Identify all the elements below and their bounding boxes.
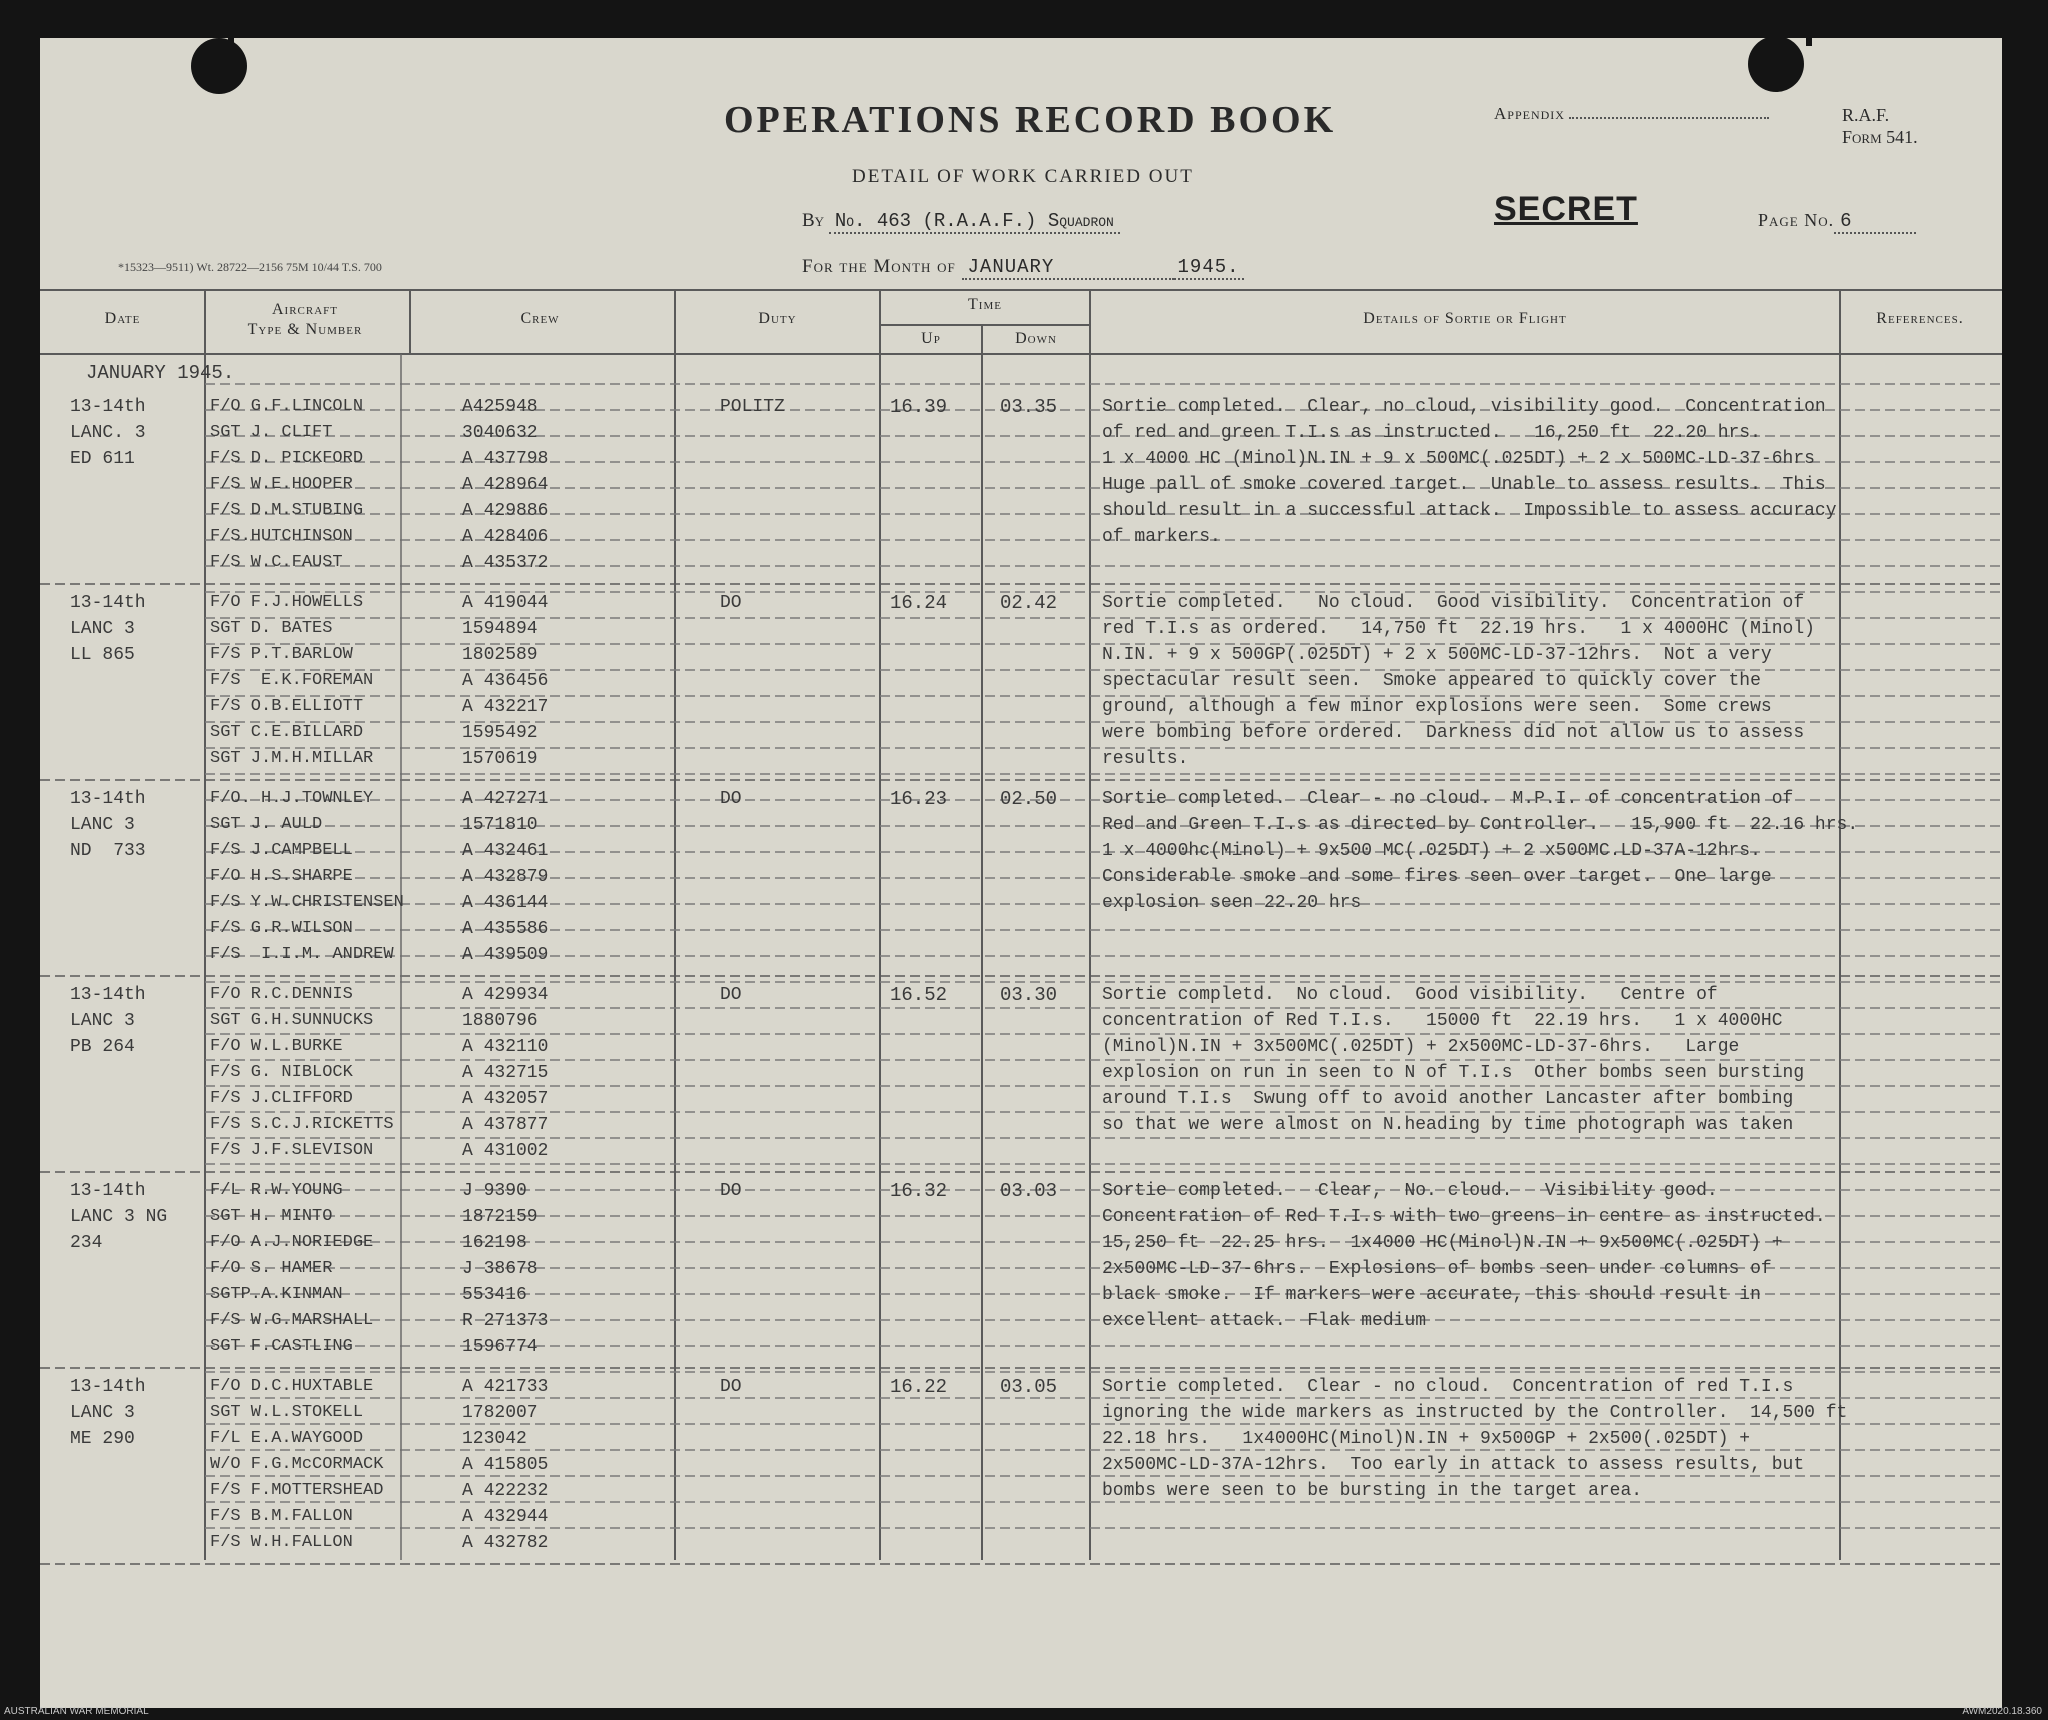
month-label: For the Month of	[802, 256, 956, 277]
crew-name: F/L E.A.WAYGOOD	[210, 1429, 364, 1448]
sortie-date-line: ND 733	[70, 841, 146, 861]
crew-name: W/O F.G.McCORMACK	[210, 1455, 384, 1474]
crew-service-number: A 419044	[462, 593, 549, 613]
column-header-duty: Duty	[758, 310, 797, 327]
sortie-duty: DO	[720, 985, 742, 1005]
crew-service-number: A 432879	[462, 867, 549, 887]
binder-hole-right	[1748, 36, 1804, 92]
footer-accession-number: AWM2020.18.360	[1962, 1706, 2042, 1717]
by-label: By	[802, 210, 825, 231]
crew-name: F/S P.T.BARLOW	[210, 645, 353, 664]
crew-name: SGT C.E.BILLARD	[210, 723, 364, 742]
sortie-detail-line: N.IN. + 9 x 500GP(.025DT) + 2 x 500MC-LD-37-12hrs. Not a very	[1102, 645, 1772, 665]
crew-name: F/S G.R.WILSON	[210, 919, 353, 938]
sortie-time-up: 16.22	[890, 1376, 948, 1398]
month-field	[802, 256, 1244, 280]
sortie-detail-line: bombs were seen to be bursting in the target area.	[1102, 1481, 1643, 1501]
crew-service-number: A 428406	[462, 527, 549, 547]
sortie-date-line: LANC 3	[70, 1011, 135, 1031]
sortie-duty: DO	[720, 789, 742, 809]
sortie-detail-line: Considerable smoke and some fires seen over target. One large	[1102, 867, 1772, 887]
column-header-time: Time	[968, 296, 1002, 313]
sortie-date-line: PB 264	[70, 1037, 135, 1057]
sortie-detail-line: so that we were almost on N.heading by time photograph was taken	[1102, 1115, 1794, 1135]
sortie-detail-line: Sortie completed. Clear - no cloud. Concentration of red T.I.s	[1102, 1377, 1794, 1397]
crew-name: F/O W.L.BURKE	[210, 1037, 343, 1056]
column-header-date: Date	[104, 310, 141, 327]
crew-name: F/S J.CAMPBELL	[210, 841, 353, 860]
sortie-detail-line: Huge pall of smoke covered target. Unable to assess results. This	[1102, 475, 1826, 495]
sortie-duty: POLITZ	[720, 397, 785, 417]
crew-service-number: 3040632	[462, 423, 538, 443]
print-reference: *15323—9511) Wt. 28722—2156 75M 10/44 T.S. 700	[118, 260, 382, 274]
sortie-detail-line: explosion on run in seen to N of T.I.s Other bombs seen bursting	[1102, 1063, 1805, 1083]
squadron-field	[802, 210, 1120, 232]
crew-service-number: A 432715	[462, 1063, 549, 1083]
crew-name: F/S I.I.M. ANDREW	[210, 945, 394, 964]
crew-name: F/S O.B.ELLIOTT	[210, 697, 364, 716]
sortie-date-line: LANC 3	[70, 815, 135, 835]
page-label: Page No.	[1758, 210, 1835, 230]
crew-name: F/S F.MOTTERSHEAD	[210, 1481, 384, 1500]
crew-name: SGT F.CASTLING	[210, 1337, 353, 1356]
crew-service-number: A 435586	[462, 919, 549, 939]
crew-name: F/S W.C.FAUST	[210, 553, 343, 572]
crew-name: SGTP.A.KINMAN	[210, 1285, 343, 1304]
sortie-date-line: 13-14th	[70, 1181, 146, 1201]
crew-name: SGT G.H.SUNNUCKS	[210, 1011, 374, 1030]
sortie-detail-line: spectacular result seen. Smoke appeared to quickly cover the	[1102, 671, 1761, 691]
sortie-time-down: 03.35	[1000, 396, 1058, 418]
crew-name: F/S G. NIBLOCK	[210, 1063, 353, 1082]
sortie-detail-line: concentration of Red T.I.s. 15000 ft 22.19 hrs. 1 x 4000HC	[1102, 1011, 1783, 1031]
crew-service-number: A 432217	[462, 697, 549, 717]
sortie-detail-line: Sortie completed. Clear, No. cloud. Visibility good.	[1102, 1181, 1718, 1201]
sortie-date-line: LANC. 3	[70, 423, 146, 443]
crew-name: F/O D.C.HUXTABLE	[210, 1377, 374, 1396]
crew-service-number: 1880796	[462, 1011, 538, 1031]
sortie-detail-line: Sortie completd. No cloud. Good visibility. Centre of	[1102, 985, 1718, 1005]
crew-service-number: 1872159	[462, 1207, 538, 1227]
crew-service-number: A 432057	[462, 1089, 549, 1109]
sortie-time-down: 02.50	[1000, 788, 1058, 810]
crew-service-number: A 436144	[462, 893, 549, 913]
crew-name: F/S S.C.J.RICKETTS	[210, 1115, 394, 1134]
crew-service-number: 1802589	[462, 645, 538, 665]
security-classification: SECRET	[1494, 190, 1638, 228]
crew-service-number: A 432782	[462, 1533, 549, 1553]
squadron-value: No. 463 (R.A.A.F.) Squadron	[829, 210, 1120, 234]
crew-service-number: 1571810	[462, 815, 538, 835]
crew-name: SGT J.M.H.MILLAR	[210, 749, 374, 768]
sortie-detail-line: red T.I.s as ordered. 14,750 ft 22.19 hrs. 1 x 4000HC (Minol)	[1102, 619, 1815, 639]
binder-slot-left	[228, 0, 234, 50]
sortie-detail-line: Sortie completed. Clear, no cloud, visibility good. Concentration	[1102, 397, 1826, 417]
year-value: 1945.	[1174, 256, 1244, 280]
sortie-duty: DO	[720, 1181, 742, 1201]
sortie-time-up: 16.24	[890, 592, 948, 614]
crew-service-number: 123042	[462, 1429, 527, 1449]
sortie-detail-line: 15,250 ft 22.25 hrs. 1x4000 HC(Minol)N.IN + 9x500MC(.025DT) +	[1102, 1233, 1783, 1253]
month-heading: JANUARY 1945.	[86, 362, 235, 384]
crew-service-number: A 429934	[462, 985, 549, 1005]
crew-service-number: A 432944	[462, 1507, 549, 1527]
form-id	[1842, 104, 1918, 148]
sortie-detail-line: of markers.	[1102, 527, 1221, 547]
crew-name: F/S W.G.MARSHALL	[210, 1311, 374, 1330]
sortie-time-up: 16.39	[890, 396, 948, 418]
crew-service-number: A 435372	[462, 553, 549, 573]
month-value: JANUARY	[962, 256, 1174, 280]
sortie-time-down: 02.42	[1000, 592, 1058, 614]
crew-service-number: A 436456	[462, 671, 549, 691]
crew-name: SGT H. MINTO	[210, 1207, 333, 1226]
crew-name: SGT J. CLIFT	[210, 423, 333, 442]
sortie-detail-line: 1 x 4000 HC (Minol)N.IN + 9 x 500MC(.025DT) + 2 x 500MC-LD-37-6hrs	[1102, 449, 1815, 469]
binder-hole-left	[191, 38, 247, 94]
sortie-date-line: LANC 3 NG	[70, 1207, 168, 1227]
sortie-detail-line: excellent attack. Flak medium	[1102, 1311, 1427, 1331]
page-subtitle: DETAIL OF WORK CARRIED OUT	[852, 166, 1194, 187]
sortie-time-up: 16.32	[890, 1180, 948, 1202]
sortie-detail-line: 2x500MC-LD-37A-12hrs. Too early in attack to assess results, but	[1102, 1455, 1805, 1475]
crew-service-number: A 427271	[462, 789, 549, 809]
crew-name: F/S B.M.FALLON	[210, 1507, 353, 1526]
crew-name: F/O. H.J.TOWNLEY	[210, 789, 374, 808]
sortie-time-up: 16.23	[890, 788, 948, 810]
sortie-date-line: 13-14th	[70, 985, 146, 1005]
crew-name: F/O A.J.NORIEDGE	[210, 1233, 374, 1252]
sortie-date-line: LL 865	[70, 645, 135, 665]
column-header-down: Down	[1015, 330, 1057, 347]
crew-service-number: J 38678	[462, 1259, 538, 1279]
column-header-aircraft	[205, 300, 405, 340]
crew-service-number: A 432110	[462, 1037, 549, 1057]
crew-name: F/S W.H.FALLON	[210, 1533, 353, 1552]
crew-service-number: A425948	[462, 397, 538, 417]
page-number: 6	[1834, 210, 1916, 234]
crew-name: F/S W.E.HOOPER	[210, 475, 353, 494]
sortie-detail-line: Concentration of Red T.I.s with two greens in centre as instructed.	[1102, 1207, 1826, 1227]
sortie-date-line: 234	[70, 1233, 103, 1253]
sortie-detail-line: 2x500MC-LD-37-6hrs. Explosions of bombs seen under columns of	[1102, 1259, 1772, 1279]
crew-name: F/O F.J.HOWELLS	[210, 593, 364, 612]
sortie-detail-line: ignoring the wide markers as instructed by the Controller. 14,500 ft	[1102, 1403, 1848, 1423]
sortie-date-line: 13-14th	[70, 593, 146, 613]
sortie-detail-line: around T.I.s Swung off to avoid another Lancaster after bombing	[1102, 1089, 1794, 1109]
sortie-date-line: 13-14th	[70, 397, 146, 417]
sortie-detail-line: black smoke. If markers were accurate, this should result in	[1102, 1285, 1761, 1305]
appendix-label: Appendix	[1494, 104, 1565, 123]
sortie-detail-line: Sortie completed. No cloud. Good visibility. Concentration of	[1102, 593, 1805, 613]
crew-name: F/O G.F.LINCOLN	[210, 397, 364, 416]
sortie-detail-line: Sortie completed. Clear - no cloud. M.P.I. of concentration of	[1102, 789, 1794, 809]
sortie-date-line: 13-14th	[70, 789, 146, 809]
sortie-date-line: LANC 3	[70, 1403, 135, 1423]
sortie-time-up: 16.52	[890, 984, 948, 1006]
crew-name: F/S.HUTCHINSON	[210, 527, 353, 546]
crew-service-number: J 9390	[462, 1181, 527, 1201]
crew-service-number: A 431002	[462, 1141, 549, 1161]
sortie-detail-line: should result in a successful attack. Impossible to assess accuracy	[1102, 501, 1837, 521]
column-header-references: References.	[1876, 310, 1964, 327]
crew-service-number: 1596774	[462, 1337, 538, 1357]
crew-service-number: A 428964	[462, 475, 549, 495]
sortie-detail-line: 1 x 4000hc(Minol) + 9x500 MC(.025DT) + 2 x500MC.LD-37A-12hrs.	[1102, 841, 1761, 861]
crew-service-number: A 439509	[462, 945, 549, 965]
crew-name: F/S J.F.SLEVISON	[210, 1141, 374, 1160]
crew-service-number: 1595492	[462, 723, 538, 743]
sortie-duty: DO	[720, 593, 742, 613]
crew-service-number: A 415805	[462, 1455, 549, 1475]
column-header-up: Up	[921, 330, 941, 347]
sortie-detail-line: of red and green T.I.s as instructed. 16,250 ft 22.20 hrs.	[1102, 423, 1761, 443]
crew-service-number: A 437877	[462, 1115, 549, 1135]
sortie-time-down: 03.30	[1000, 984, 1058, 1006]
sortie-detail-line: 22.18 hrs. 1x4000HC(Minol)N.IN + 9x500GP + 2x500(.025DT) +	[1102, 1429, 1751, 1449]
sortie-date-line: 13-14th	[70, 1377, 146, 1397]
crew-name: SGT J. AULD	[210, 815, 323, 834]
crew-service-number: 1594894	[462, 619, 538, 639]
crew-service-number: A 421733	[462, 1377, 549, 1397]
sortie-detail-line: Red and Green T.I.s as directed by Controller. 15,900 ft 22.16 hrs.	[1102, 815, 1859, 835]
sortie-detail-line: explosion seen 22.20 hrs	[1102, 893, 1362, 913]
footer-archive-name: AUSTRALIAN WAR MEMORIAL	[4, 1706, 149, 1717]
crew-name: F/S J.CLIFFORD	[210, 1089, 353, 1108]
crew-name: F/S Y.W.CHRISTENSEN	[210, 893, 404, 912]
crew-name: F/S D. PICKFORD	[210, 449, 364, 468]
appendix-field	[1494, 104, 1769, 124]
aircraft-header-line1: Aircraft	[271, 301, 338, 318]
crew-name: F/O H.S.SHARPE	[210, 867, 353, 886]
raf-label: R.A.F.	[1842, 105, 1890, 125]
crew-name: F/O S. HAMER	[210, 1259, 333, 1278]
sortie-detail-line: were bombing before ordered. Darkness did not allow us to assess	[1102, 723, 1805, 743]
sortie-detail-line: results.	[1102, 749, 1189, 769]
page-number-field	[1758, 210, 1916, 234]
crew-name: F/S D.M.STUBING	[210, 501, 364, 520]
sortie-time-down: 03.05	[1000, 1376, 1058, 1398]
crew-name: F/S E.K.FOREMAN	[210, 671, 374, 690]
binder-slot-right	[1806, 0, 1812, 46]
sortie-date-line: ME 290	[70, 1429, 135, 1449]
crew-name: SGT W.L.STOKELL	[210, 1403, 364, 1422]
column-header-details: Details of Sortie or Flight	[1363, 310, 1567, 327]
crew-name: F/L R.W.YOUNG	[210, 1181, 343, 1200]
sortie-date-line: LANC 3	[70, 619, 135, 639]
crew-name: SGT D. BATES	[210, 619, 333, 638]
column-header-crew: Crew	[520, 310, 560, 327]
page-title: OPERATIONS RECORD BOOK	[724, 99, 1337, 141]
crew-name: F/O R.C.DENNIS	[210, 985, 353, 1004]
aircraft-header-line2: Type & Number	[247, 321, 363, 338]
sortie-detail-line: (Minol)N.IN + 3x500MC(.025DT) + 2x500MC-LD-37-6hrs. Large	[1102, 1037, 1740, 1057]
crew-service-number: 553416	[462, 1285, 527, 1305]
crew-service-number: A 422232	[462, 1481, 549, 1501]
sortie-detail-line: ground, although a few minor explosions were seen. Some crews	[1102, 697, 1772, 717]
sortie-date-line: ED 611	[70, 449, 135, 469]
sortie-duty: DO	[720, 1377, 742, 1397]
crew-service-number: 162198	[462, 1233, 527, 1253]
sortie-time-down: 03.03	[1000, 1180, 1058, 1202]
form-label: Form 541.	[1842, 127, 1918, 147]
crew-service-number: A 437798	[462, 449, 549, 469]
crew-service-number: 1570619	[462, 749, 538, 769]
crew-service-number: R 271373	[462, 1311, 549, 1331]
crew-service-number: 1782007	[462, 1403, 538, 1423]
crew-service-number: A 429886	[462, 501, 549, 521]
crew-service-number: A 432461	[462, 841, 549, 861]
